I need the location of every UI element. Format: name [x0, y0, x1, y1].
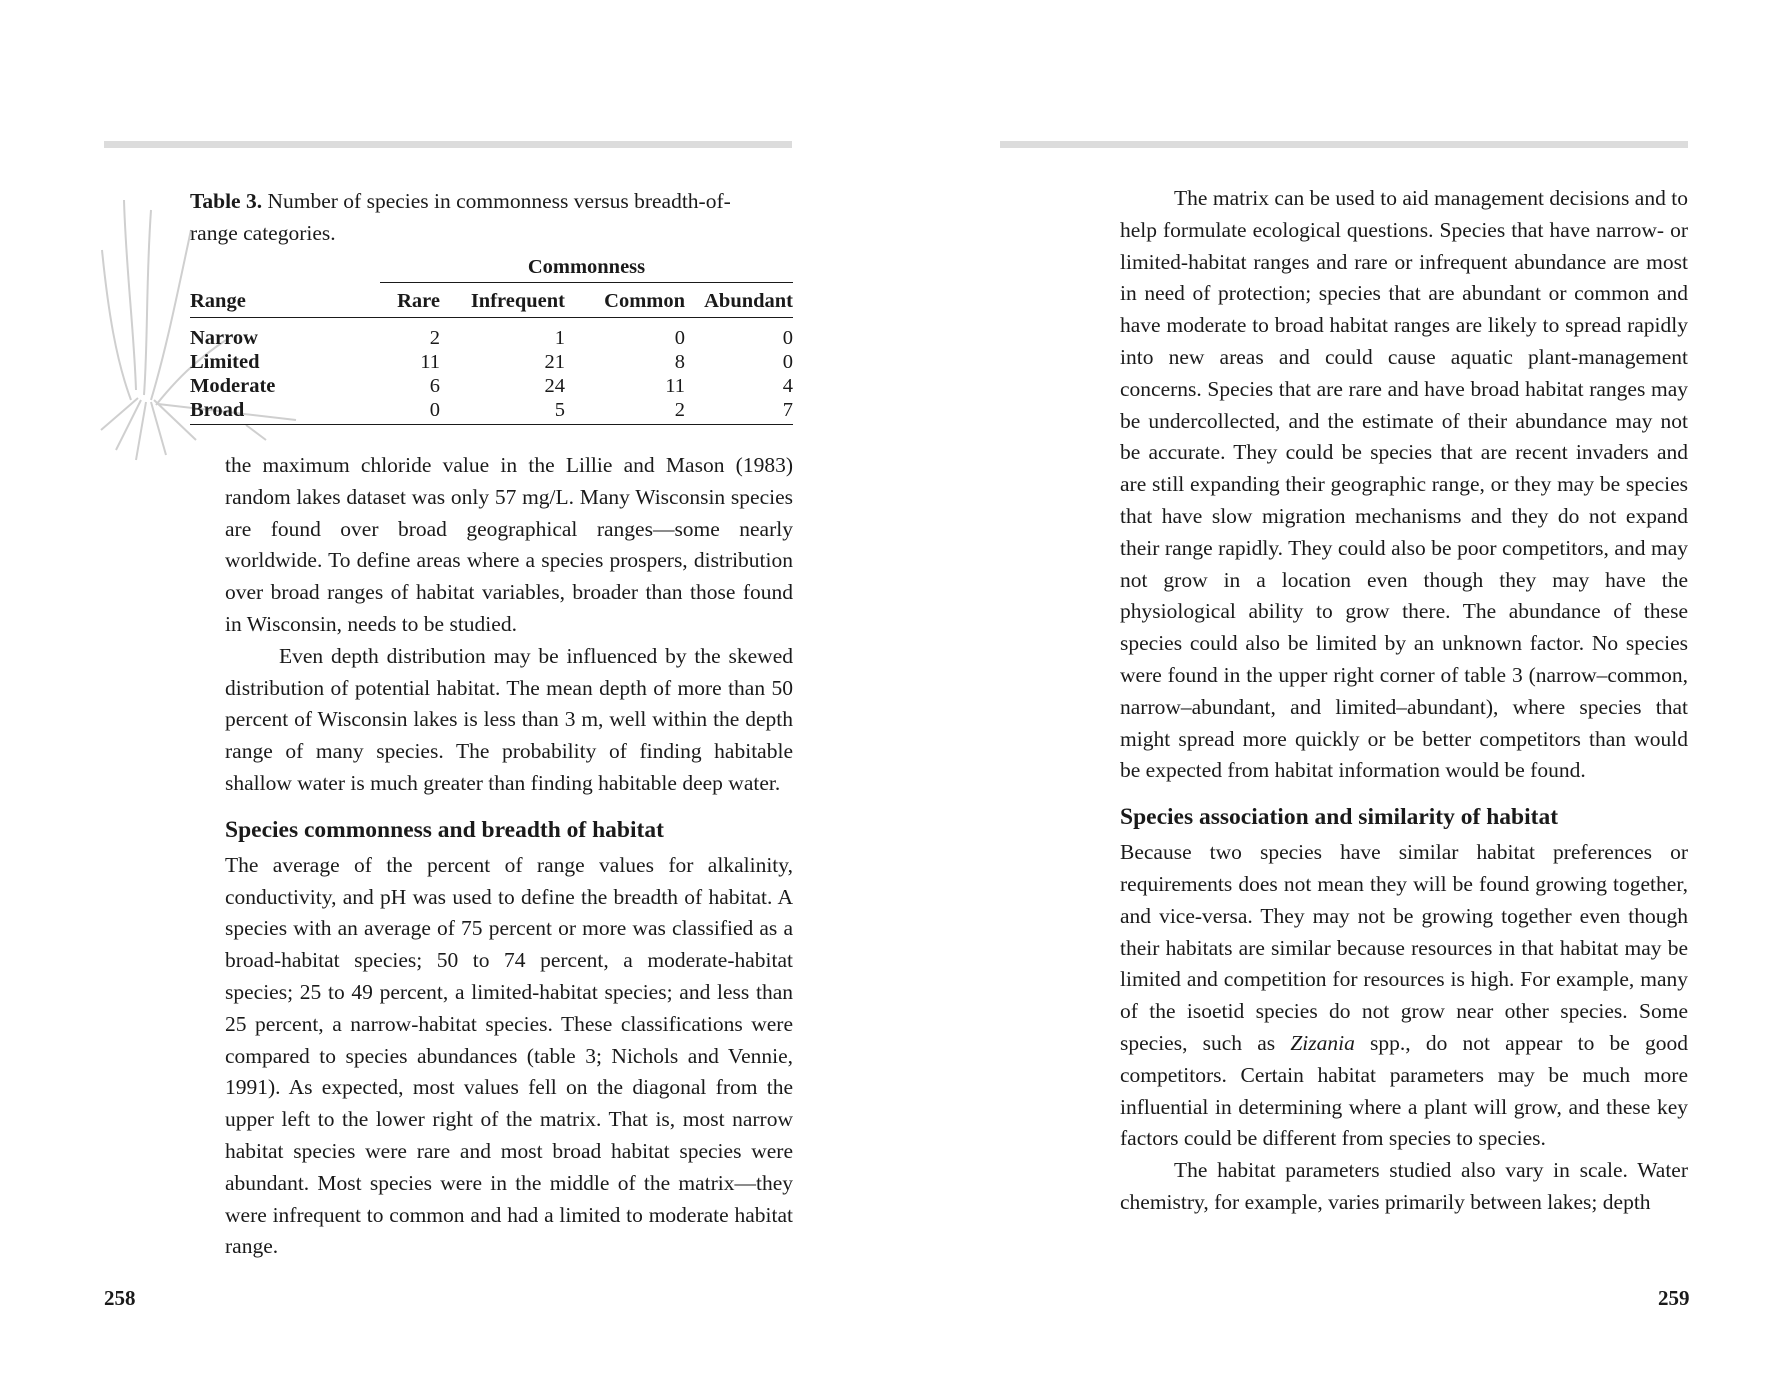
- table-column-header: Common: [565, 283, 685, 318]
- table-cell: 1: [554, 327, 565, 349]
- table-empty-corner: [190, 255, 380, 283]
- table-cell: 0: [782, 327, 793, 349]
- table-cell: 5: [440, 398, 565, 425]
- body-paragraph: Even depth distribution may be influenced by the skewed distribution of potential habitat. The mean depth of more than 50 percent of Wisconsin lakes is less than 3 m, well within the depth range of many species. The probability of finding habitable shallow water is much greater than finding habitable deep water.: [225, 643, 793, 795]
- table-column-header: Range: [190, 283, 380, 318]
- table-column-header: Infrequent: [440, 283, 565, 318]
- table-row: [190, 374, 793, 398]
- table-cell: 7: [685, 398, 793, 425]
- table-caption: [190, 185, 793, 249]
- table-caption-label: Table 3.: [190, 189, 263, 213]
- table-cell: 0: [380, 398, 440, 425]
- body-paragraph: the maximum chloride value in the Lillie and Mason (1983) random lakes dataset was only 57 mg/L. Many Wisconsin species are found over broad geographical ranges—some nearly worldwide. To define areas where a species prospers, distribution over broad ranges of habitat variables, broader than those found in Wisconsin, needs to be studied.: [225, 453, 793, 636]
- right-page-body: [1120, 183, 1688, 1219]
- table-group-header: Commonness: [380, 255, 793, 283]
- table-cell: 6: [429, 375, 440, 397]
- body-text: spp., do not appear to be good competitors. Certain habitat parameters may be much more influential in determining where a plant will grow, and these key factors could be different from species to species.: [1120, 1030, 1689, 1151]
- species-table: [190, 255, 793, 425]
- table-row-label: Broad: [190, 398, 380, 425]
- table-cell: 21: [544, 351, 565, 373]
- table-cell: 11: [665, 375, 685, 397]
- table-cell: 4: [782, 375, 793, 397]
- table-caption-text: Number of species in commonness versus breadth-of-range categories.: [190, 189, 731, 245]
- table-row: [190, 350, 793, 374]
- section-heading: Species association and similarity of habitat: [1120, 804, 1559, 831]
- body-paragraph: The habitat parameters studied also vary in scale. Water chemistry, for example, varies primarily between lakes; depth: [1120, 1158, 1688, 1214]
- table-3: [190, 185, 793, 425]
- table-row: [190, 318, 793, 351]
- table-row: [190, 398, 793, 425]
- page-number-right: 259: [1658, 1286, 1690, 1310]
- table-column-header: Rare: [380, 283, 440, 318]
- body-paragraph: The average of the percent of range values for alkalinity, conductivity, and pH was used to define the breadth of habitat. A species with an average of 75 percent or more was classified as a broad-habitat species; 50 to 74 percent, a moderate-habitat species; 25 to 49 percent, a limited-habitat species; and less than 25 percent, a narrow-habitat species. These classifications were compared to species abundances (table 3; Nichols and Vennie, 1991). As expected, most values fell on the diagonal from the upper left to the lower right of the matrix. That is, most narrow habitat species were rare and most broad habitat species were abundant. Most species were in the middle of the matrix—they were infrequent to common and had a limited to moderate habitat range.: [225, 852, 793, 1259]
- table-row-label: Narrow: [190, 327, 258, 349]
- table-column-header: Abundant: [685, 283, 793, 318]
- table-cell: 8: [674, 351, 685, 373]
- left-header-rule: [104, 141, 792, 148]
- page-number-left: 258: [104, 1286, 136, 1310]
- right-header-rule: [1000, 141, 1688, 148]
- table-cell: 0: [782, 351, 793, 373]
- body-paragraph: The matrix can be used to aid management decisions and to help formulate ecological questions. Species that have narrow- or limited-habitat ranges and rare or infrequent abundance are most in need of protection; species that are abundant or common and have moderate to broad habitat ranges are likely to spread rapidly into new areas and could cause aquatic plant-management concerns. Species that are rare and have broad habitat ranges may be undercollected, and the estimate of their abundance may not be accurate. They could be species that are recent invaders and are still expanding their geographic range, or they may be species that have slow migration mechanisms and they do not expand their range rapidly. They could also be poor competitors, and may not grow in a location even though they may have the physiological ability to grow there. The abundance of these species could also be limited by an unknown factor. No species were found in the upper right corner of table 3 (narrow–common, narrow–abundant, and limited–abundant), where species that might spread more quickly or be better competitors than would be expected from habitat information would be found.: [1120, 186, 1688, 783]
- table-row-label: Moderate: [190, 375, 276, 397]
- body-paragraph: [1120, 837, 1688, 1155]
- left-page-body: [225, 450, 793, 1263]
- table-cell: 24: [544, 375, 565, 397]
- table-cell: 2: [565, 398, 685, 425]
- table-cell: 2: [429, 327, 440, 349]
- table-row-label: Limited: [190, 351, 260, 373]
- table-cell: 0: [674, 327, 685, 349]
- table-cell: 11: [420, 351, 440, 373]
- section-heading: Species commonness and breadth of habitat: [225, 816, 664, 843]
- species-name: Zizania: [1290, 1030, 1355, 1055]
- body-text: Because two species have similar habitat preferences or requirements does not mean they will be found growing together, and vice-versa. They may not be growing together even though their habitats are similar because resources in that habitat may be limited and competition for resources is high. For example, many of the isoetid species do not grow near other species. Some species, such as: [1120, 840, 1688, 1055]
